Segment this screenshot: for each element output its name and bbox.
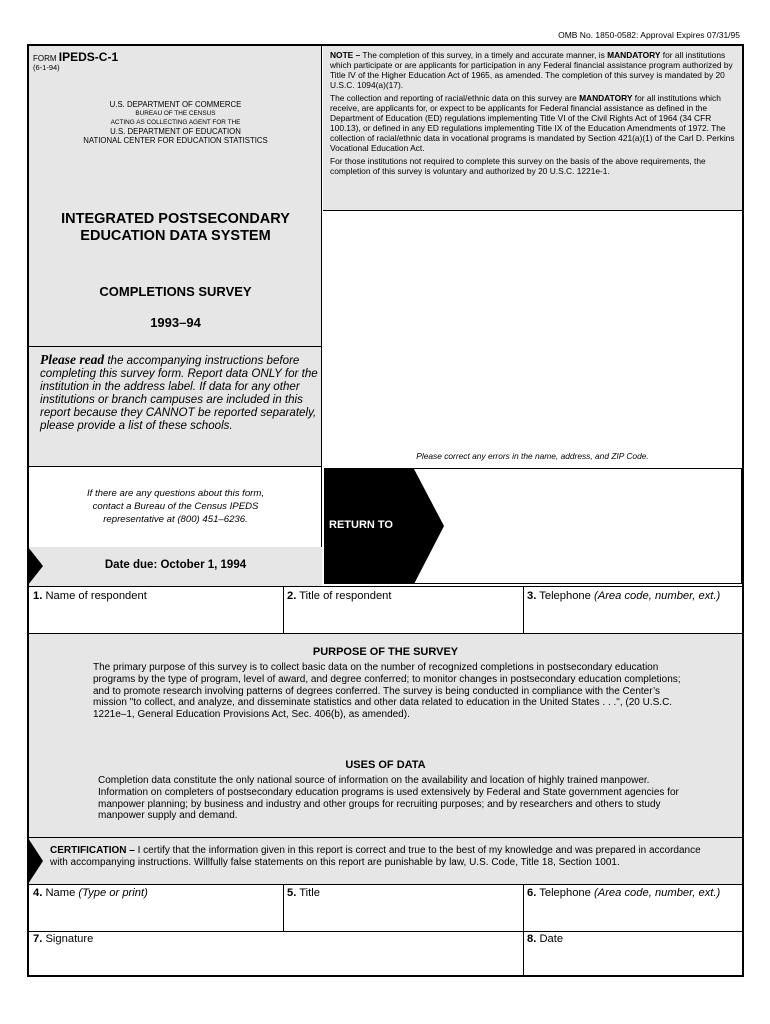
certification-statement: CERTIFICATION – I certify that the information given in this report is correct and true to the best of my knowledge and was prepared in accordance with accompanying instructions. Willfully false statements on this report are punishable by law, U.S. Code, Title 18, Section 1001. (50, 845, 701, 868)
please-read-instructions: Please read the accompanying instructions before completing this survey form. Report data ONLY for the institution in the address label. If data for any other institutions or branch campuses are included in this report because they CANNOT be reported separately, please provide a list of these schools. (40, 352, 318, 432)
form-number: FORM IPEDS-C-1 (33, 50, 119, 64)
name-of-respondent-field[interactable]: 1. Name of respondent (33, 590, 147, 602)
date-field[interactable]: 8. Date (527, 933, 564, 945)
address-correction-note: Please correct any errors in the name, address, and ZIP Code. (416, 451, 649, 461)
agency-line-4: U.S. DEPARTMENT OF EDUCATION (110, 127, 241, 136)
certifier-name-field[interactable]: 4. Name (Type or print) (33, 887, 148, 899)
questions-contact: If there are any questions about this form, contact a Bureau of the Census IPEDS representative at (800) 451–6236. (86, 488, 265, 525)
agency-line-5: NATIONAL CENTER FOR EDUCATION STATISTICS (83, 136, 268, 145)
date-due: Date due: October 1, 1994 (104, 559, 247, 571)
mandatory-note: NOTE – The completion of this survey, in a timely and accurate manner, is MANDATORY for all institutions which participate or are applicants for participation in any Federal financial assistance program authorized by Title IV of the Higher Education Act of 1965, as amended. The completion of this survey is mandated by 20 U.S.C. 1094(a)(17). The collection and reporting of racial/ethnic data on this survey are MANDATORY for all institutions which receive, are applicants for, or expect to be applicants for Federal financial assistance as defined in the Department of Education (ED) regulations implementing Title VI of the Civil Rights Act of 1964 (34 CFR 100.13), or defined in any ED regulations implementing Title IX of the Education Amendments of 1972. The collection of racial/ethnic data in vocational programs is mandated by Section 421(a)(1) of the Carl D. Perkins Vocational Education Act. For those institutions not required to complete this survey on the basis of the above requirements, the completion of this survey is voluntary and authorized by 20 U.S.C. 1221e-1. (330, 50, 735, 176)
signature-field[interactable]: 7. Signature (33, 933, 94, 945)
agency-line-3: ACTING AS COLLECTING AGENT FOR THE (110, 119, 241, 126)
divider (29, 586, 742, 587)
agency-block (29, 100, 322, 145)
uses-title: USES OF DATA (345, 759, 426, 771)
agency-line-1: U.S. DEPARTMENT OF COMMERCE (109, 100, 242, 109)
system-title: INTEGRATED POSTSECONDARY EDUCATION DATA SYSTEM (61, 211, 290, 244)
agency-line-2: BUREAU OF THE CENSUS (135, 110, 216, 117)
survey-year: 1993–94 (150, 315, 201, 330)
form-header-panel (29, 46, 322, 346)
purpose-text: The primary purpose of this survey is to collect basic data on the number of recognized completions in postsecondary education programs by the type of program, level of award, and degree conferred; to monitor changes in postsecondary education completions; and to promote research involving patterns of degrees conferred. The survey is being conducted in compliance with the Center’s mission "to collect, and analyze, and disseminate statistics and other data related to education in the United States . . .", (20 U.S.C. 1221e–1, General Education Provisions Act, Sec. 406(b), as amended). (93, 662, 681, 721)
respondent-telephone-field[interactable]: 3. Telephone (Area code, number, ext.) (527, 590, 721, 602)
certifier-title-field[interactable]: 5. Title (287, 887, 320, 899)
purpose-title: PURPOSE OF THE SURVEY (312, 646, 459, 658)
divider (283, 884, 284, 932)
divider (29, 884, 742, 885)
form-date: (6-1-94) (33, 63, 60, 72)
divider (523, 586, 524, 634)
divider (283, 586, 284, 634)
survey-title: COMPLETIONS SURVEY (99, 284, 252, 299)
divider (523, 884, 524, 976)
uses-text: Completion data constitute the only national source of information on the availability and location of highly trained manpower. Information on completers of postsecondary education programs is used extensively by Federal and State government agencies for manpower planning; by business and industry and other groups for recruiting purposes; and by researchers and others to study manpower supply and demand. (98, 775, 679, 822)
divider (29, 931, 742, 932)
certification-arrow-icon (28, 838, 44, 884)
return-to-label: RETURN TO (329, 519, 393, 531)
title-of-respondent-field[interactable]: 2. Title of respondent (287, 590, 392, 602)
omb-number: OMB No. 1850-0582: Approval Expires 07/31/95 (558, 30, 740, 40)
certifier-telephone-field[interactable]: 6. Telephone (Area code, number, ext.) (527, 887, 721, 899)
